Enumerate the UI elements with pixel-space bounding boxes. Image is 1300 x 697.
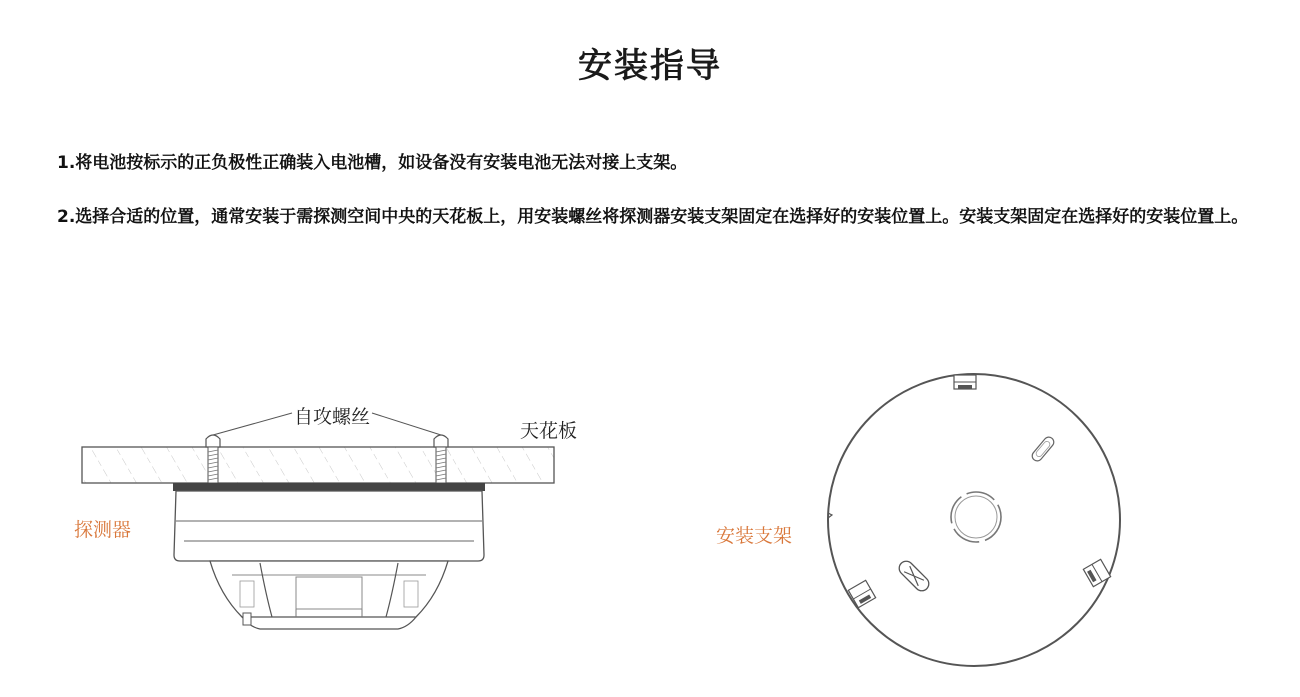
label-ceiling: 天花板 xyxy=(520,420,578,442)
step-2-text: 2.选择合适的位置，通常安装于需探测空间中央的天花板上，用安装螺丝将探测器安装支架固定在选择好的安装位置上。安装支架固定在选择好的安装位置上。 xyxy=(57,207,1249,227)
detector-installation-diagram xyxy=(60,395,580,640)
ceiling-board xyxy=(82,447,554,483)
page-title: 安装指导 xyxy=(578,46,722,86)
bracket-diagram xyxy=(700,360,1140,680)
screw-left xyxy=(206,435,220,483)
detector-body xyxy=(173,483,485,629)
label-bracket: 安装支架 xyxy=(716,525,793,547)
bracket-outline xyxy=(828,374,1120,666)
label-detector: 探测器 xyxy=(74,519,132,541)
screw-right xyxy=(434,435,448,483)
step-1-text: 1.将电池按标示的正负极性正确装入电池槽，如设备没有安装电池无法对接上支架。 xyxy=(57,153,688,173)
label-screws: 自攻螺丝 xyxy=(293,406,371,428)
bracket-tab-top xyxy=(954,375,976,389)
